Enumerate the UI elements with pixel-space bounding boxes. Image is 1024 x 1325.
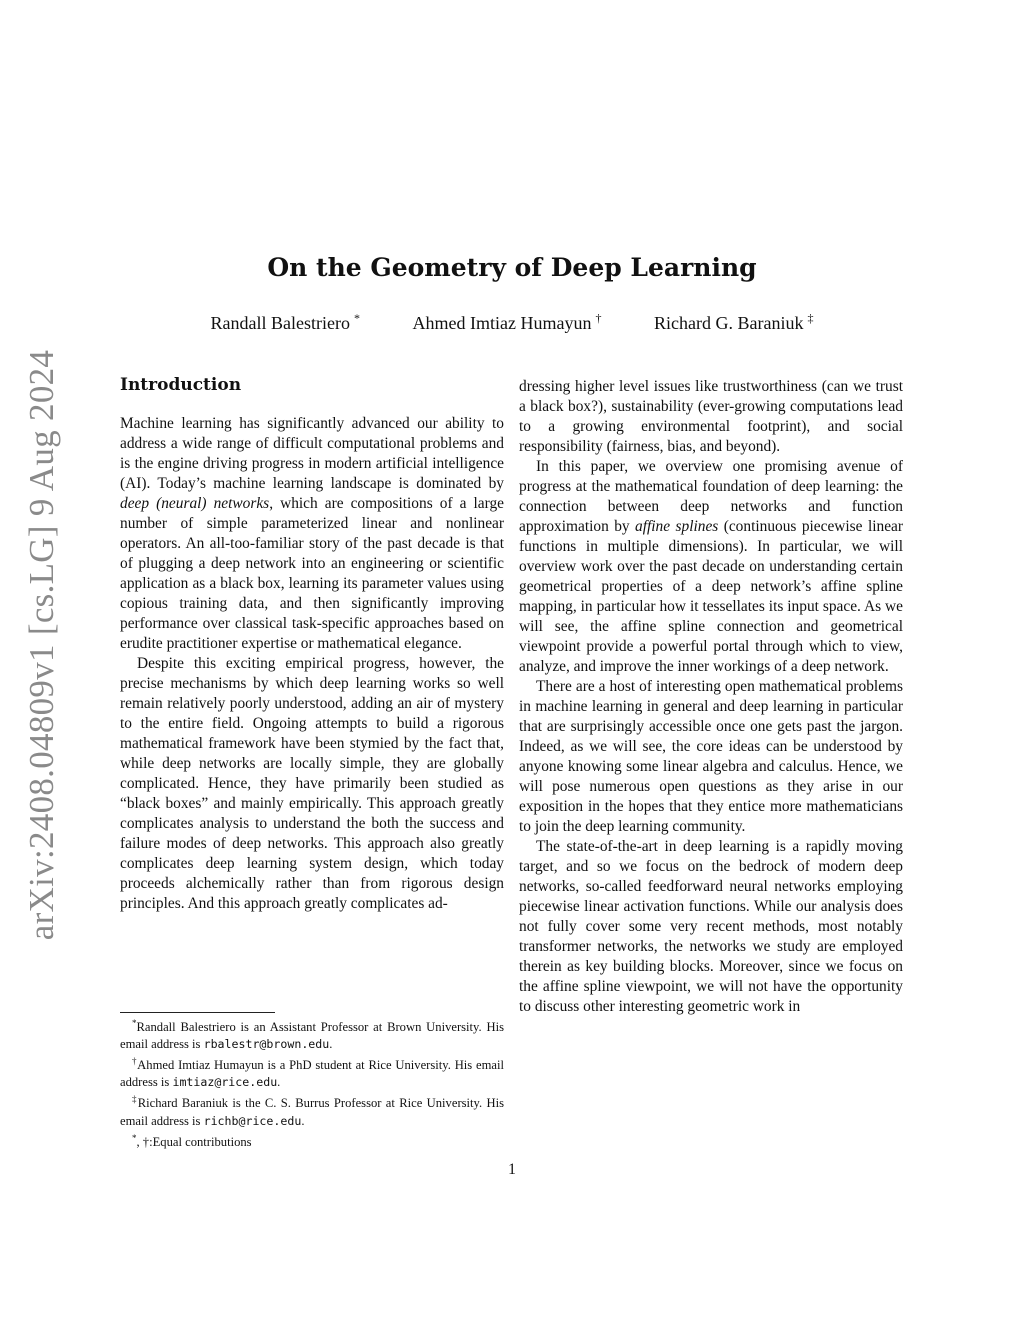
author-name: Ahmed Imtiaz Humayun — [412, 313, 592, 333]
footnote-text: Richard Baraniuk is the C. S. Burrus Professor at Rice University. His email address is — [120, 1096, 504, 1128]
email-link[interactable]: rbalestr@brown.edu — [203, 1037, 330, 1052]
author-mark: ‡ — [807, 311, 814, 325]
arxiv-identifier-stamp: arXiv:2408.04809v1 [cs.LG] 9 Aug 2024 — [22, 349, 61, 941]
footnote-text: Ahmed Imtiaz Humayun is a PhD student at Rice University. His email address is — [120, 1058, 504, 1090]
footnote-end: . — [277, 1075, 281, 1090]
paper-title: On the Geometry of Deep Learning — [267, 253, 757, 282]
footnote-mark: * — [132, 1018, 137, 1028]
left-column — [120, 372, 504, 914]
author-2 — [413, 311, 602, 334]
footnote-mark: * — [132, 1132, 137, 1143]
footnote-mark: † — [132, 1056, 138, 1067]
footnote-divider — [120, 1012, 275, 1013]
author-mark: † — [595, 311, 602, 325]
author-3 — [654, 311, 813, 334]
footnote — [120, 1091, 504, 1129]
paragraph-text: (continuous piecewise linear functions in multiple dimensions). In particular, we will overview work over the past decade on understanding certain geometrical properties of a deep network’s affine spline mapping, in particular how it tessellates its input space. As we will see, the affine spline connection and geometrical viewpoint provide a powerful portal through which to view, analyze, and improve the inner workings of a deep network. — [519, 518, 903, 675]
emphasis-text: deep (neural) networks — [120, 495, 270, 512]
email-link[interactable]: richb@rice.edu — [203, 1113, 302, 1128]
paragraph — [519, 457, 903, 677]
paragraph: dressing higher level issues like trustworthiness (can we trust a black box?), sustainability (ever-growing computations lead to a growing environmental footprint), and social responsibility (fairness, bias, and beyond). — [519, 378, 903, 455]
paragraph: Despite this exciting empirical progress, however, the precise mechanisms by which deep learning works so well remain relatively poorly understood, adding an air of mystery to the entire field. Ongoing attempts to build a rigorous mathematical framework have been stymied by the fact that, while deep networks are locally simple, they are globally complicated. Hence, they have primarily been studied as “black boxes” and mainly empirically. This approach greatly complicates analysis to understand the both the success and failure modes of deep networks. This approach also greatly complicates deep learning system design, which today proceeds alchemically rather than from rigorous design principles. And this approach greatly complicates ad- — [120, 655, 504, 912]
author-mark: * — [354, 311, 361, 325]
footnote-text: Randall Balestriero is an Assistant Professor at Brown University. His email address is — [120, 1020, 504, 1052]
footnote-end: . — [301, 1113, 305, 1128]
author-list — [0, 311, 1024, 334]
emphasis-text: affine splines — [635, 518, 719, 535]
email-link[interactable]: imtiaz@rice.edu — [172, 1075, 278, 1090]
paragraph: There are a host of interesting open mathematical problems in machine learning in general and deep learning in particular that are surprisingly accessible once one gets past the jargon. Indeed, as we will see, the core ideas can be understood by anyone knowing some linear algebra and calculus. Hence, we will pose numerous open questions as they arise in our exposition in the hopes that they entice more mathematicians to join the deep learning community. — [519, 678, 903, 835]
page-number: 1 — [508, 1161, 516, 1178]
footnote-end: . — [329, 1037, 333, 1052]
footnote — [120, 1053, 504, 1091]
footnote — [120, 1015, 504, 1053]
paragraph — [120, 414, 504, 654]
paragraph-text: , which are compositions of a large number of simple parameterized linear and nonlinear operators. An all-too-familiar story of the past decade is that of plugging a deep network into an engineering or scientific application as a black box, learning its parameter values using copious training data, and then significantly improving performance over classical task-specific approaches based on erudite practitioner expertise or mathematical elegance. — [120, 495, 504, 652]
footnotes — [120, 1015, 504, 1151]
footnote — [120, 1130, 504, 1151]
author-name: Richard G. Baraniuk — [653, 313, 804, 333]
right-column — [519, 377, 903, 1017]
footnote-text: , †:Equal contributions — [136, 1134, 252, 1149]
author-1 — [211, 311, 360, 334]
paragraph-text: In this paper, we overview one promising avenue of progress at the mathematical foundation of deep learning: the connection between deep networks and function approximation by — [519, 458, 903, 535]
paragraph-text: Machine learning has significantly advanced our ability to address a wide range of difficult computational problems and is the engine driving progress in modern artificial intelligence (AI). Today’s machine learning landscape is dominated by — [120, 415, 504, 492]
author-name: Randall Balestriero — [210, 313, 351, 333]
paragraph: The state-of-the-art in deep learning is a rapidly moving target, and so we focus on the bedrock of modern deep networks, so-called feedforward neural networks employing piecewise linear activation functions. While our analysis does not fully cover some very recent methods, most notably transformer networks, the networks we study are employed therein as key building blocks. Moreover, since we focus on the affine spline viewpoint, we will not have the opportunity to discuss other interesting geometric work in — [519, 838, 903, 1015]
footnote-mark: ‡ — [132, 1094, 138, 1105]
section-heading: Introduction — [120, 375, 242, 395]
